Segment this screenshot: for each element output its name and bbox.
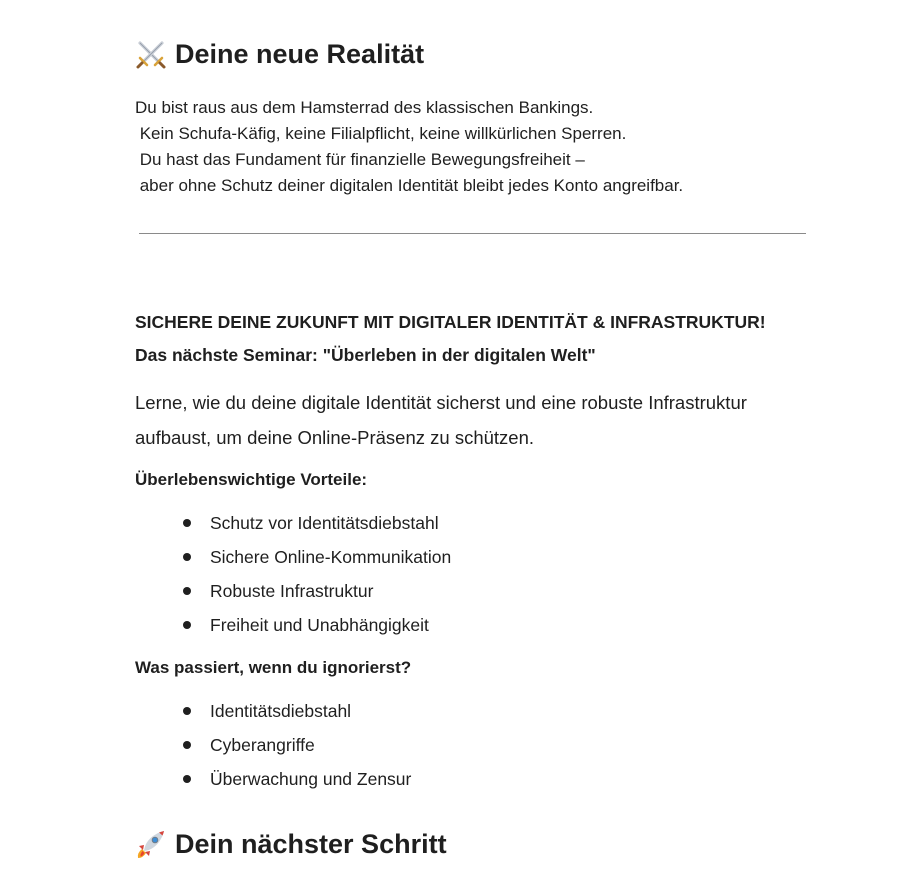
intro-line: aber ohne Schutz deiner digitalen Identität bleibt jedes Konto angreifbar.	[135, 176, 684, 195]
list-item-text: Freiheit und Unabhängigkeit	[210, 615, 429, 635]
list-item	[0, 574, 451, 608]
bullet-icon	[183, 707, 191, 715]
seminar-subtitle: Das nächste Seminar: "Überleben in der digitalen Welt"	[135, 345, 596, 365]
bullet-icon	[183, 621, 191, 629]
intro-paragraph	[135, 95, 683, 199]
bullet-icon	[183, 775, 191, 783]
heading-reality-text: Deine neue Realität	[175, 38, 425, 69]
list-item	[0, 728, 411, 762]
intro-line: Du hast das Fundament für finanzielle Bewegungsfreiheit –	[135, 150, 585, 169]
bullet-icon	[183, 587, 191, 595]
seminar-headline: SICHERE DEINE ZUKUNFT MIT DIGITALER IDENTITÄT & INFRASTRUKTUR!	[135, 312, 766, 332]
seminar-description: Lerne, wie du deine digitale Identität sicherst und eine robuste Infrastruktur aufbaust, um deine Online-Präsenz zu schützen.	[135, 392, 747, 448]
heading-next-step	[135, 828, 447, 860]
intro-line: Du bist raus aus dem Hamsterrad des klassischen Bankings.	[135, 98, 594, 117]
list-item	[0, 694, 411, 728]
intro-line: Kein Schufa-Käfig, keine Filialpflicht, keine willkürlichen Sperren.	[135, 124, 627, 143]
rocket-icon	[135, 828, 167, 860]
bullet-icon	[183, 519, 191, 527]
advantages-list	[0, 506, 451, 642]
horizontal-divider	[139, 233, 806, 234]
list-item-text: Schutz vor Identitätsdiebstahl	[210, 513, 439, 533]
advantages-label: Überlebenswichtige Vorteile:	[135, 470, 368, 489]
heading-next-step-text: Dein nächster Schritt	[175, 828, 447, 859]
list-item-text: Robuste Infrastruktur	[210, 581, 374, 601]
list-item-text: Überwachung und Zensur	[210, 769, 412, 789]
list-item-text: Identitätsdiebstahl	[210, 701, 352, 721]
risks-list	[0, 694, 411, 796]
risks-label: Was passiert, wenn du ignorierst?	[135, 658, 412, 677]
list-item	[0, 540, 451, 574]
bullet-icon	[183, 553, 191, 561]
list-item	[0, 762, 411, 796]
list-item-text: Cyberangriffe	[210, 735, 315, 755]
heading-reality	[135, 38, 424, 70]
crossed-swords-icon	[135, 38, 167, 70]
list-item	[0, 506, 451, 540]
list-item	[0, 608, 451, 642]
bullet-icon	[183, 741, 191, 749]
list-item-text: Sichere Online-Kommunikation	[210, 547, 452, 567]
